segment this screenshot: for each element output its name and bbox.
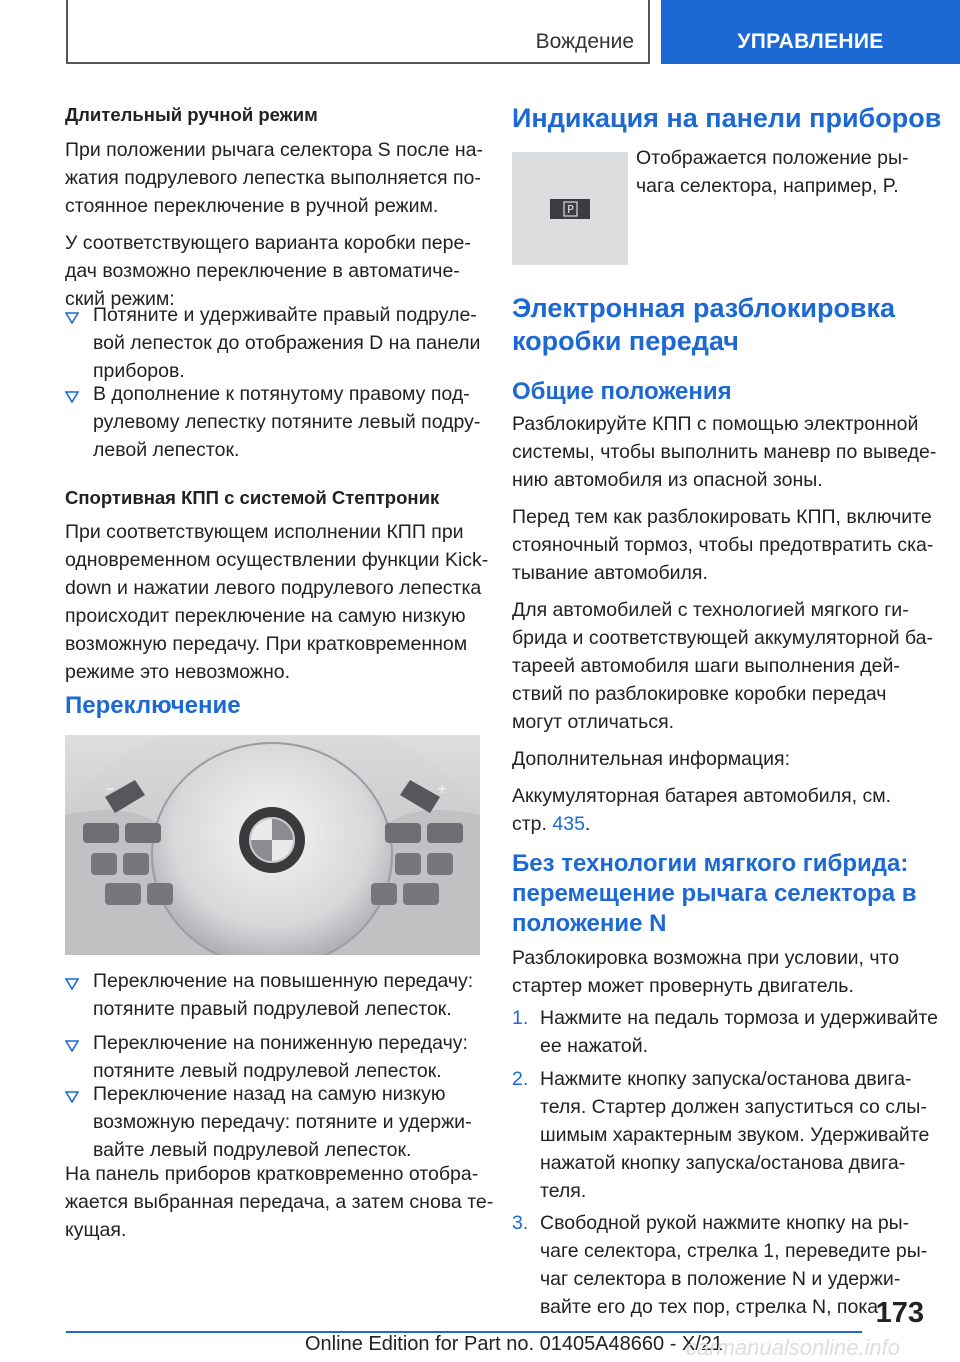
- triangle-bullet-icon: [65, 1040, 79, 1052]
- step-line: Нажмите на педаль тормоза и удерживайте: [540, 1007, 938, 1029]
- para-line: ствий по разблокировке коробки передач: [512, 683, 887, 705]
- step-line: вайте его до тех пор, стрелка N, пока: [540, 1296, 879, 1318]
- bullet-line: потяните правый подрулевой лепесток.: [93, 998, 452, 1020]
- para-line: происходит переключение на самую низкую: [65, 605, 466, 627]
- heading-nohybrid-line: Без технологии мягкого гибрида:: [512, 850, 909, 877]
- header-section-box: [66, 0, 650, 64]
- indicator-text-line: чага селектора, например, P.: [636, 175, 899, 197]
- para-line: возможную передачу. При кратковременном: [65, 633, 468, 655]
- para-line: кущая.: [65, 1219, 127, 1241]
- para-line: При положении рычага селектора S после на-: [65, 139, 483, 161]
- para-line: могут отличаться.: [512, 711, 675, 733]
- heading-long-manual: Длительный ручной режим: [65, 104, 318, 125]
- triangle-bullet-icon: [65, 978, 79, 990]
- paddle-minus-label: −: [105, 782, 116, 796]
- para-line: Дополнительная информация:: [512, 748, 791, 770]
- para-line: У соответствующего варианта коробки пере-: [65, 232, 471, 254]
- para-line: down и нажатии левого подрулевого лепестка: [65, 577, 482, 599]
- bullet-line: вой лепесток до отображения D на панели: [93, 332, 481, 354]
- bullet-line: потяните левый подрулевой лепесток.: [93, 1060, 442, 1082]
- para-line: режиме это невозможно.: [65, 661, 291, 683]
- page-ref-suffix: .: [584, 813, 591, 835]
- indicator-text-line: Отображается положение ры-: [636, 147, 909, 169]
- para-line: жатия подрулевого лепестка выполняется по-: [65, 167, 481, 189]
- para-line: стартер может провернуть двигатель.: [512, 975, 854, 997]
- triangle-bullet-icon: [65, 312, 79, 324]
- step-line: чаге селектора, стрелка 1, переведите ры-: [540, 1240, 928, 1262]
- bullet-line: В дополнение к потянутому правому под-: [93, 383, 470, 405]
- para-line: нию автомобиля из опасной зоны.: [512, 469, 823, 491]
- para-line: Разблокируйте КПП с помощью электронной: [512, 413, 919, 435]
- heading-general: Общие положения: [512, 378, 732, 405]
- para-line: Разблокировка возможна при условии, что: [512, 947, 900, 969]
- heading-nohybrid-line: перемещение рычага селектора в: [512, 880, 917, 907]
- paddle-plus-label: +: [437, 782, 448, 796]
- step-number: 1.: [512, 1007, 529, 1029]
- step-number: 3.: [512, 1212, 529, 1234]
- instrument-panel-p-image: [512, 152, 628, 265]
- steering-wheel-image: [65, 735, 480, 955]
- para-line: тывание автомобиля.: [512, 562, 708, 584]
- para-line: тареей автомобиля шаги выполнения дей-: [512, 655, 900, 677]
- para-line: стояночный тормоз, чтобы предотвратить ска-: [512, 534, 934, 556]
- step-line: чаг селектора в положение N и удержи-: [540, 1268, 901, 1290]
- para-line: Перед тем как разблокировать КПП, включите: [512, 506, 932, 528]
- bullet-line: Переключение назад на самую низкую: [93, 1083, 446, 1105]
- step-line: шимым характерным звуком. Удерживайте: [540, 1124, 930, 1146]
- bullet-line: вайте левый подрулевой лепесток.: [93, 1139, 412, 1161]
- bullet-line: Переключение на повышенную передачу:: [93, 970, 474, 992]
- footer-edition: Online Edition for Part no. 01405A48660 - X/21: [305, 1333, 724, 1355]
- bullet-line: рулевому лепестку потяните левый подру-: [93, 411, 481, 433]
- bullet-line: возможную передачу: потяните и удержи-: [93, 1111, 472, 1133]
- para-line: Аккумуляторная батарея автомобиля, см.: [512, 785, 892, 807]
- step-line: Свободной рукой нажмите кнопку на ры-: [540, 1212, 910, 1234]
- section-title: Вождение: [535, 30, 634, 53]
- page-ref-link[interactable]: 435: [552, 813, 585, 835]
- para-line: одновременном осуществлении функции Kick-: [65, 549, 489, 571]
- heading-indicator: Индикация на панели приборов: [512, 103, 942, 133]
- step-line: теля. Стартер должен запуститься со слы-: [540, 1096, 927, 1118]
- triangle-bullet-icon: [65, 391, 79, 403]
- step-line: теля.: [540, 1180, 587, 1202]
- para-line: дач возможно переключение в автоматиче-: [65, 260, 460, 282]
- step-number: 2.: [512, 1068, 529, 1090]
- bullet-line: приборов.: [93, 360, 185, 382]
- bullet-line: Переключение на пониженную передачу:: [93, 1032, 468, 1054]
- step-line: нажатой кнопку запуска/останова двига-: [540, 1152, 906, 1174]
- bullet-line: левой лепесток.: [93, 439, 240, 461]
- chapter-tab: УПРАВЛЕНИЕ: [661, 0, 960, 64]
- para-line: При соответствующем исполнении КПП при: [65, 521, 464, 543]
- step-line: ее нажатой.: [540, 1035, 649, 1057]
- heading-sport: Спортивная КПП с системой Стептроник: [65, 487, 440, 508]
- page-number: 173: [875, 1297, 924, 1329]
- triangle-bullet-icon: [65, 1091, 79, 1103]
- heading-unlock-line: Электронная разблокировка: [512, 293, 896, 323]
- para-line: жается выбранная передача, а затем снова те-: [65, 1191, 494, 1213]
- step-line: Нажмите кнопку запуска/останова двига-: [540, 1068, 912, 1090]
- heading-shift: Переключение: [65, 692, 241, 719]
- heading-unlock-line: коробки передач: [512, 326, 739, 356]
- para-line: стоянное переключение в ручной режим.: [65, 195, 439, 217]
- para-line: Для автомобилей с технологией мягкого ги-: [512, 599, 909, 621]
- gear-p-label: P: [567, 203, 574, 216]
- page-ref-prefix: стр.: [512, 813, 553, 835]
- page-ref-line: [512, 810, 590, 838]
- para-line: системы, чтобы выполнить маневр по выведе-: [512, 441, 937, 463]
- watermark: carmanualsonline.info: [686, 1335, 901, 1360]
- para-line: На панель приборов кратковременно отобра-: [65, 1163, 479, 1185]
- para-line: брида и соответствующей аккумуляторной ба-: [512, 627, 933, 649]
- heading-nohybrid-line: положение N: [512, 910, 667, 937]
- para-line: ский режим:: [65, 288, 175, 310]
- bullet-line: Потяните и удерживайте правый подруле-: [93, 304, 477, 326]
